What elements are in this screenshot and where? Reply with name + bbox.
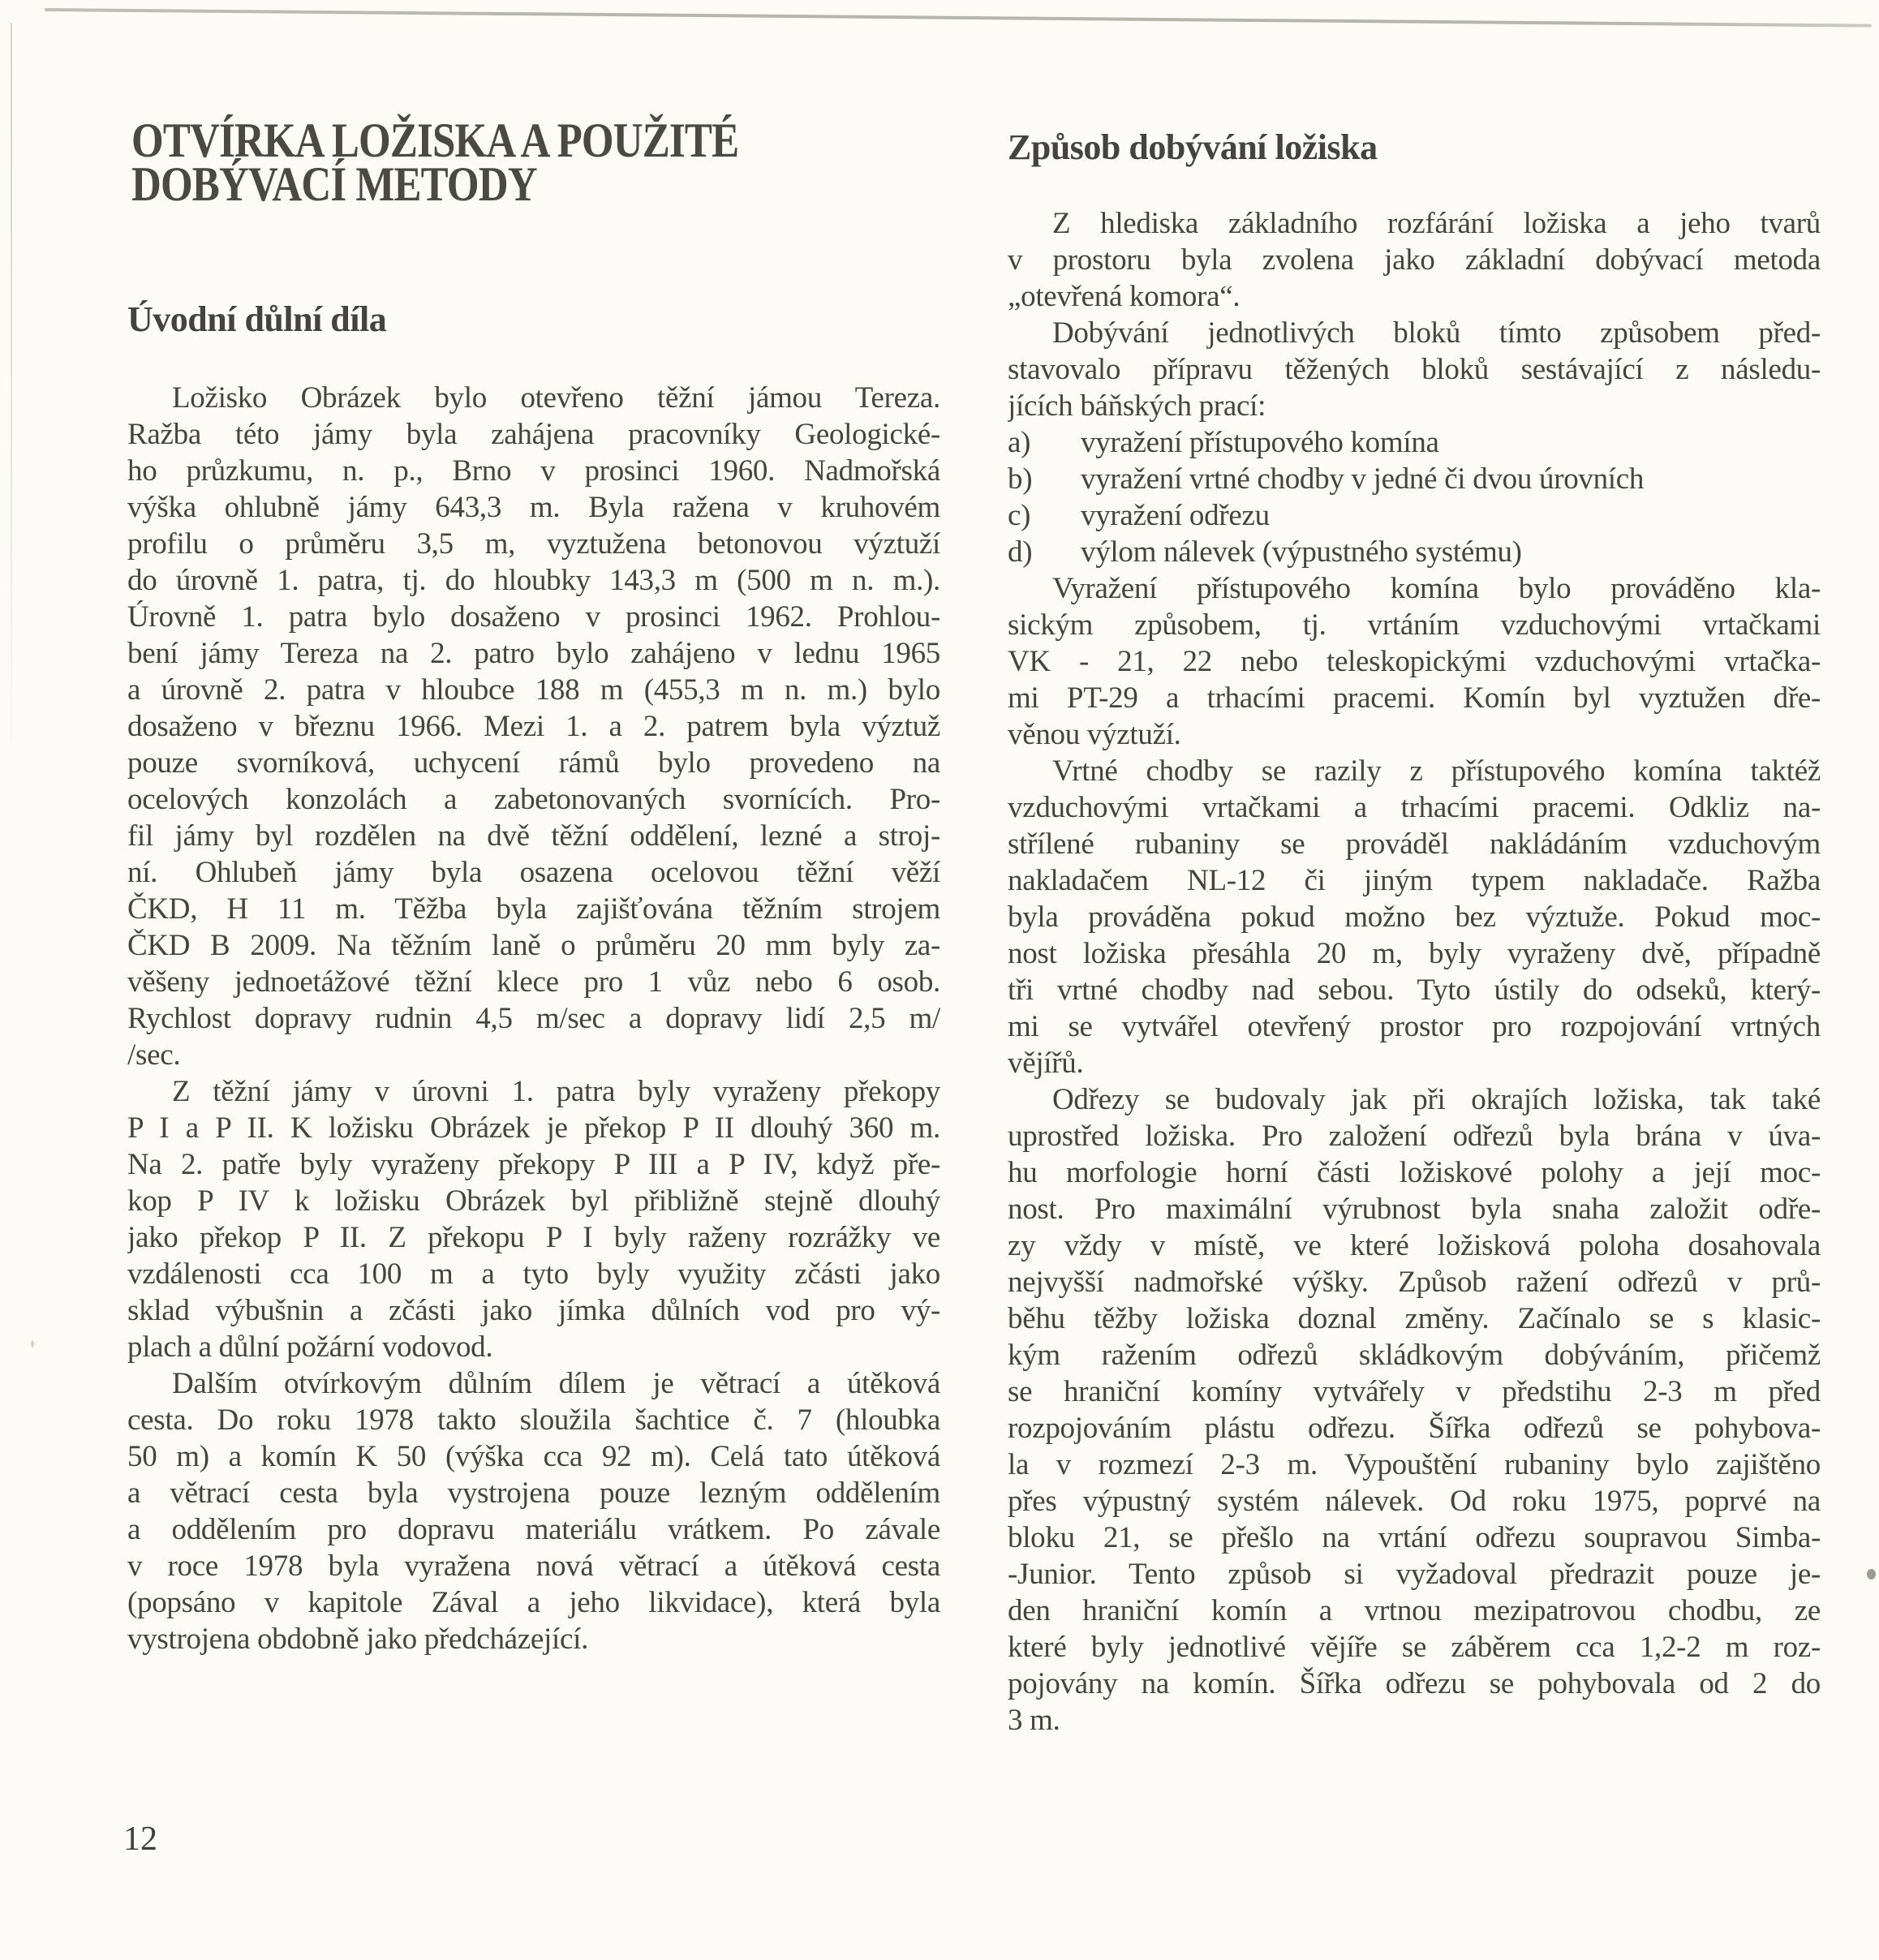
text-line: mi PT-29 a trhacími pracemi. Komín byl vyztužen dře-	[1008, 681, 1821, 715]
text-line: vějířů.	[1008, 1047, 1084, 1080]
text-line: věšeny jednoetážové těžní klece pro 1 vůz nebo 6 osob.	[127, 965, 940, 999]
text-line: nejvyšší nadmořské výšky. Způsob ražení odřezů v prů-	[1008, 1266, 1821, 1299]
text-line: a větrací cesta byla vystrojena pouze lezným oddělením	[127, 1476, 940, 1510]
list-item-line: d) výlom nálevek (výpustného systému)	[1008, 535, 1522, 569]
text-line: ocelových konzolách a zabetonovaných svornících. Pro-	[127, 783, 940, 816]
text-line: jako překop P II. Z překopu P I byly raženy rozrážky ve	[127, 1221, 940, 1254]
text-line: pouze svorníková, uchycení rámů bylo provedeno na	[127, 746, 940, 780]
text-line: a úrovně 2. patra v hloubce 188 m (455,3 m n. m.) bylo	[127, 673, 940, 707]
list-item-line: b) vyražení vrtné chodby v jedné či dvou úrovních	[1008, 462, 1645, 496]
text-line: la v rozmezí 2-3 m. Vypouštění rubaniny bylo zajištěno	[1008, 1448, 1821, 1481]
text-line: vzdálenosti cca 100 m a tyto byly využity zčásti jako	[127, 1257, 940, 1291]
text-line: sickým způsobem, tj. vrtáním vzduchovými vrtačkami	[1008, 608, 1821, 642]
text-line: Ložisko Obrázek bylo otevřeno těžní jámou Tereza.	[172, 381, 940, 415]
list-marker: a)	[1008, 426, 1031, 459]
chapter-title	[131, 114, 890, 211]
text-line: Dobývání jednotlivých bloků tímto způsobem před-	[1052, 316, 1821, 350]
text-line: Z těžní jámy v úrovni 1. patra byly vyraženy překopy	[172, 1075, 940, 1108]
chapter-title-line2: DOBÝVACÍ METODY	[131, 157, 537, 211]
scan-speck	[1867, 1569, 1876, 1580]
text-line: „otevřená komora“.	[1008, 280, 1240, 313]
text-line: střílené rubaniny se prováděl nakládáním vzduchovým	[1008, 827, 1821, 861]
text-line: rozpojováním plástu odřezu. Šířka odřezů se pohybova-	[1008, 1412, 1821, 1445]
text-line: výška ohlubně jámy 643,3 m. Byla ražena v kruhovém	[127, 491, 940, 524]
chapter-title-line1: OTVÍRKA LOŽISKA A POUŽITÉ	[131, 114, 739, 167]
text-line: dosaženo v březnu 1966. Mezi 1. a 2. patrem byla výztuž	[127, 710, 940, 743]
text-line: kým ražením odřezů skládkovým dobýváním, přičemž	[1008, 1339, 1821, 1372]
text-line: a oddělením pro dopravu materiálu vrátkem. Po závale	[127, 1513, 940, 1546]
text-line: v roce 1978 byla vyražena nová větrací a útěková cesta	[127, 1550, 940, 1583]
text-line: ČKD B 2009. Na těžním laně o průměru 20 mm byly za-	[127, 929, 940, 962]
text-line: Z hlediska základního rozfárání ložiska a jeho tvarů	[1052, 207, 1821, 240]
text-line: ČKD, H 11 m. Těžba byla zajišťována těžním strojem	[127, 892, 940, 926]
text-line: vzduchovými vrtačkami a trhacími pracemi. Odkliz na-	[1008, 791, 1821, 824]
text-line: jících báňských prací:	[1008, 389, 1266, 423]
text-line: vystrojena obdobně jako předcházející.	[127, 1623, 589, 1656]
text-line: Vrtné chodby se razily z přístupového komína taktéž	[1052, 754, 1821, 788]
text-line: ní. Ohlubeň jámy byla osazena ocelovou těžní věží	[127, 856, 940, 889]
section-heading-uvodni-dulni-dila: Úvodní důlní díla	[127, 299, 387, 339]
text-line: bloku 21, se přešlo na vrtání odřezu soupravou Simba-	[1008, 1521, 1821, 1554]
text-line: den hraniční komín a vrtnou mezipatrovou chodbu, ze	[1008, 1594, 1821, 1627]
list-item-line: a) vyražení přístupového komína	[1008, 426, 1439, 459]
text-line: cesta. Do roku 1978 takto sloužila šachtice č. 7 (hloubka	[127, 1403, 940, 1437]
text-line: přes výpustný systém nálevek. Od roku 1975, poprvé na	[1008, 1485, 1821, 1518]
text-line: 3 m.	[1008, 1704, 1060, 1737]
text-line: P I a P II. K ložisku Obrázek je překop P II dlouhý 360 m.	[127, 1111, 940, 1145]
text-line: nost. Pro maximální výrubnost byla snaha založit odře-	[1008, 1193, 1821, 1226]
text-line: Odřezy se budovaly jak při okrajích ložiska, tak také	[1052, 1083, 1821, 1116]
page-number: 12	[123, 1820, 157, 1858]
section-heading-zpusob-dobyvani-loziska: Způsob dobývání ložiska	[1008, 127, 1378, 167]
text-line: 50 m) a komín K 50 (výška cca 92 m). Celá tato útěková	[127, 1440, 940, 1473]
text-line: Dalším otvírkovým důlním dílem je větrací a útěková	[172, 1367, 940, 1400]
text-line: nakladačem NL-12 či jiným typem nakladače. Ražba	[1008, 864, 1821, 897]
text-line: sklad výbušnin a zčásti jako jímka důlních vod pro vý-	[127, 1294, 940, 1327]
text-line: běhu těžby ložiska doznal změny. Začínalo se s klasic-	[1008, 1302, 1821, 1335]
text-line: v prostoru byla zvolena jako základní dobývací metoda	[1008, 243, 1821, 277]
scan-speck	[31, 1340, 34, 1348]
text-line: které byly jednotlivé vějíře se záběrem cca 1,2-2 m roz-	[1008, 1631, 1821, 1664]
text-line: ho průzkumu, n. p., Brno v prosinci 1960. Nadmořská	[127, 454, 940, 488]
text-line: byla prováděna pokud možno bez výztuže. Pokud moc-	[1008, 900, 1821, 934]
list-marker: b)	[1008, 462, 1033, 496]
text-line: bení jámy Tereza na 2. patro bylo zahájeno v lednu 1965	[127, 637, 940, 670]
list-marker: c)	[1008, 499, 1031, 532]
text-line: uprostřed ložiska. Pro založení odřezů byla brána v úva-	[1008, 1120, 1821, 1153]
text-line: stavovalo přípravu těžených bloků sestávající z následu-	[1008, 353, 1821, 386]
text-line: profilu o průměru 3,5 m, vyztužena betonovou výztuží	[127, 527, 940, 561]
left-text-column	[127, 380, 940, 1657]
text-line: Ražba této jámy byla zahájena pracovníky Geologické-	[127, 418, 940, 451]
text-line: tři vrtné chodby nad sebou. Tyto ústily do odseků, který-	[1008, 974, 1821, 1007]
list-item-line: c) vyražení odřezu	[1008, 499, 1270, 532]
text-line: plach a důlní požární vodovod.	[127, 1330, 493, 1364]
text-line: (popsáno v kapitole Zával a jeho likvidace), která byla	[127, 1586, 940, 1619]
text-line: VK - 21, 22 nebo teleskopickými vzduchovými vrtačka-	[1008, 645, 1821, 678]
text-line: se hraniční komíny vytvářely v předstihu 2-3 m před	[1008, 1375, 1821, 1408]
text-line: Úrovně 1. patra bylo dosaženo v prosinci 1962. Prohlou-	[127, 600, 940, 634]
text-line: do úrovně 1. patra, tj. do hloubky 143,3 m (500 m n. m.).	[127, 564, 940, 597]
text-line: věnou výztuží.	[1008, 718, 1181, 751]
page-left-edge-line	[11, 23, 12, 785]
text-line: Na 2. patře byly vyraženy překopy P III a P IV, když pře-	[127, 1148, 940, 1181]
text-line: /sec.	[127, 1038, 181, 1072]
text-line: hu morfologie horní části ložiskové polohy a její moc-	[1008, 1156, 1821, 1189]
text-line: nost ložiska přesáhla 20 m, byly vyraženy dvě, případně	[1008, 937, 1821, 970]
text-line: zy vždy v místě, ve které ložisková poloha dosahovala	[1008, 1229, 1821, 1262]
text-line: mi se vytvářel otevřený prostor pro rozpojování vrtných	[1008, 1010, 1821, 1043]
text-line: -Junior. Tento způsob si vyžadoval předrazit pouze je-	[1008, 1558, 1821, 1591]
right-text-column	[1008, 205, 1821, 1739]
list-marker: d)	[1008, 535, 1033, 569]
page-top-edge-line	[45, 8, 1872, 28]
text-line: fil jámy byl rozdělen na dvě těžní oddělení, lezné a stroj-	[127, 819, 940, 853]
text-line: kop P IV k ložisku Obrázek byl přibližně stejně dlouhý	[127, 1184, 940, 1218]
text-line: Vyražení přístupového komína bylo prováděno kla-	[1052, 572, 1821, 605]
text-line: Rychlost dopravy rudnin 4,5 m/sec a dopravy lidí 2,5 m/	[127, 1002, 940, 1035]
text-line: pojovány na komín. Šířka odřezu se pohybovala od 2 do	[1008, 1667, 1821, 1700]
